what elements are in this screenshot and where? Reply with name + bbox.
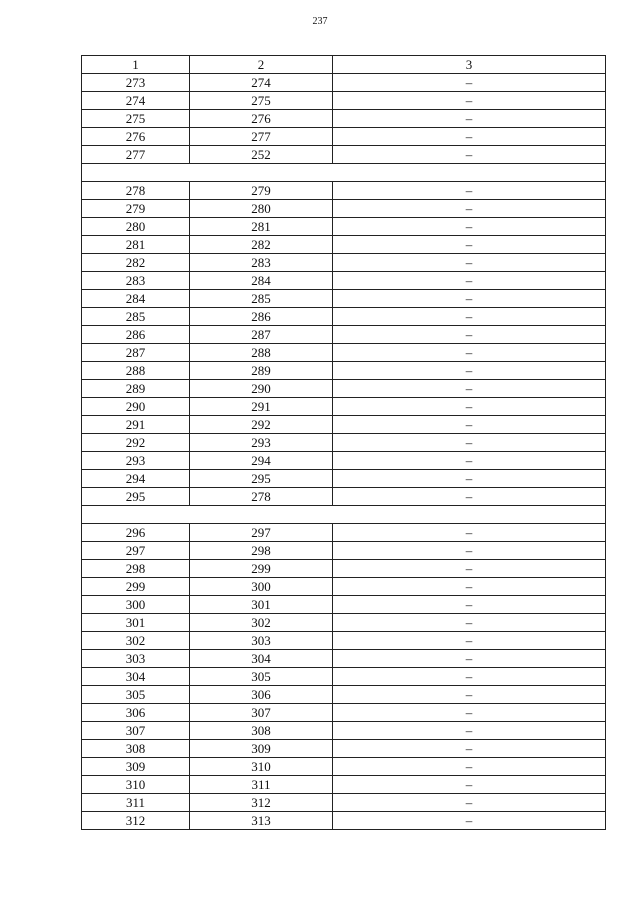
table-cell: 286	[190, 308, 333, 326]
table-cell: –	[333, 596, 606, 614]
table-cell: –	[333, 668, 606, 686]
table-row	[82, 470, 606, 488]
table-cell: 292	[82, 434, 190, 452]
table-cell: 277	[82, 146, 190, 164]
table-cell: 308	[190, 722, 333, 740]
table-row	[82, 272, 606, 290]
table-cell: –	[333, 254, 606, 272]
table-cell: –	[333, 578, 606, 596]
table-cell: –	[333, 326, 606, 344]
table-cell: 289	[190, 362, 333, 380]
table-cell: 301	[82, 614, 190, 632]
table-row	[82, 704, 606, 722]
table-row	[82, 74, 606, 92]
table-row	[82, 218, 606, 236]
table-cell: 298	[190, 542, 333, 560]
table-cell: 300	[82, 596, 190, 614]
table-row	[82, 488, 606, 506]
table-cell: 273	[82, 74, 190, 92]
table-row	[82, 560, 606, 578]
table-cell: –	[333, 92, 606, 110]
table-cell: 293	[82, 452, 190, 470]
table-separator-row	[82, 506, 606, 524]
table-cell: 299	[190, 560, 333, 578]
table-cell: 312	[82, 812, 190, 830]
table-cell: 281	[82, 236, 190, 254]
table-cell: 286	[82, 326, 190, 344]
table-row	[82, 740, 606, 758]
table-cell: 288	[82, 362, 190, 380]
table-row	[82, 110, 606, 128]
table-cell: –	[333, 398, 606, 416]
table-cell: –	[333, 290, 606, 308]
table-row	[82, 380, 606, 398]
table-row	[82, 668, 606, 686]
table-row	[82, 308, 606, 326]
table-cell: –	[333, 686, 606, 704]
table-cell: 312	[190, 794, 333, 812]
table-cell: –	[333, 362, 606, 380]
table-row	[82, 254, 606, 272]
table-cell: 274	[190, 74, 333, 92]
table-body	[82, 56, 606, 830]
table-cell: –	[333, 722, 606, 740]
table-cell: –	[333, 272, 606, 290]
table-cell: 283	[190, 254, 333, 272]
table-cell: –	[333, 488, 606, 506]
table-cell: 294	[190, 452, 333, 470]
table-cell: 302	[82, 632, 190, 650]
table-cell: 300	[190, 578, 333, 596]
table-cell: 287	[82, 344, 190, 362]
table-cell: 306	[190, 686, 333, 704]
table-cell: 280	[190, 200, 333, 218]
column-header: 3	[333, 56, 606, 74]
table-cell: –	[333, 236, 606, 254]
table-row	[82, 650, 606, 668]
table-cell: 293	[190, 434, 333, 452]
table-cell: 275	[190, 92, 333, 110]
table-cell: 278	[82, 182, 190, 200]
table-cell: 301	[190, 596, 333, 614]
table-cell: –	[333, 308, 606, 326]
table-row	[82, 794, 606, 812]
table-cell: –	[333, 542, 606, 560]
table-cell: 310	[82, 776, 190, 794]
table-cell: 278	[190, 488, 333, 506]
table-row	[82, 596, 606, 614]
table-cell: 304	[82, 668, 190, 686]
table-cell: 308	[82, 740, 190, 758]
table-row	[82, 776, 606, 794]
separator-cell	[82, 164, 606, 182]
table-cell: 275	[82, 110, 190, 128]
table-row	[82, 146, 606, 164]
table-cell: 285	[190, 290, 333, 308]
column-header: 1	[82, 56, 190, 74]
table-cell: –	[333, 434, 606, 452]
table-cell: –	[333, 146, 606, 164]
table-cell: 313	[190, 812, 333, 830]
table-cell: –	[333, 776, 606, 794]
table-cell: –	[333, 344, 606, 362]
table-cell: –	[333, 758, 606, 776]
table-cell: 284	[190, 272, 333, 290]
table-row	[82, 524, 606, 542]
page-number: 237	[312, 16, 328, 27]
table-cell: –	[333, 794, 606, 812]
table-cell: 282	[190, 236, 333, 254]
table-cell: 304	[190, 650, 333, 668]
table-cell: 303	[82, 650, 190, 668]
table-row	[82, 128, 606, 146]
table-row	[82, 416, 606, 434]
table-cell: 298	[82, 560, 190, 578]
table-cell: 276	[82, 128, 190, 146]
table-cell: 302	[190, 614, 333, 632]
table-cell: –	[333, 560, 606, 578]
table-cell: 310	[190, 758, 333, 776]
table-cell: –	[333, 740, 606, 758]
table-cell: 291	[82, 416, 190, 434]
table-row	[82, 578, 606, 596]
table-row	[82, 200, 606, 218]
table-row	[82, 542, 606, 560]
table-cell: –	[333, 650, 606, 668]
table-cell: 309	[82, 758, 190, 776]
table-cell: –	[333, 74, 606, 92]
table-row	[82, 632, 606, 650]
table-cell: –	[333, 452, 606, 470]
table-cell: 311	[190, 776, 333, 794]
table-row	[82, 452, 606, 470]
table-cell: 294	[82, 470, 190, 488]
table-cell: –	[333, 128, 606, 146]
table-cell: 292	[190, 416, 333, 434]
table-row	[82, 686, 606, 704]
table-row	[82, 236, 606, 254]
table-cell: 295	[82, 488, 190, 506]
table-header-row	[82, 56, 606, 74]
table-cell: 306	[82, 704, 190, 722]
table-cell: –	[333, 380, 606, 398]
table-row	[82, 326, 606, 344]
table-cell: 297	[190, 524, 333, 542]
table-cell: 287	[190, 326, 333, 344]
column-header: 2	[190, 56, 333, 74]
table-cell: –	[333, 470, 606, 488]
table-cell: –	[333, 704, 606, 722]
table-cell: 281	[190, 218, 333, 236]
table-cell: 305	[190, 668, 333, 686]
table-cell: –	[333, 614, 606, 632]
table-cell: 307	[190, 704, 333, 722]
table-row	[82, 398, 606, 416]
table-cell: –	[333, 812, 606, 830]
table-cell: 295	[190, 470, 333, 488]
table-cell: –	[333, 182, 606, 200]
separator-cell	[82, 506, 606, 524]
table-cell: 288	[190, 344, 333, 362]
data-table	[81, 55, 606, 830]
table-row	[82, 722, 606, 740]
table-cell: –	[333, 110, 606, 128]
table-row	[82, 614, 606, 632]
table-row	[82, 92, 606, 110]
table-row	[82, 434, 606, 452]
table-cell: 309	[190, 740, 333, 758]
table-cell: 290	[82, 398, 190, 416]
table-row	[82, 758, 606, 776]
table-separator-row	[82, 164, 606, 182]
table-row	[82, 182, 606, 200]
table-cell: –	[333, 632, 606, 650]
table-cell: 280	[82, 218, 190, 236]
table-cell: 276	[190, 110, 333, 128]
table-cell: 279	[82, 200, 190, 218]
table-cell: –	[333, 218, 606, 236]
table-row	[82, 344, 606, 362]
table-cell: –	[333, 200, 606, 218]
table-cell: 290	[190, 380, 333, 398]
table-cell: 291	[190, 398, 333, 416]
table-cell: 252	[190, 146, 333, 164]
table-row	[82, 290, 606, 308]
table-cell: 279	[190, 182, 333, 200]
table-cell: –	[333, 416, 606, 434]
table-cell: 299	[82, 578, 190, 596]
table-cell: 283	[82, 272, 190, 290]
table-cell: 289	[82, 380, 190, 398]
table-cell: 285	[82, 308, 190, 326]
table-cell: 284	[82, 290, 190, 308]
table-row	[82, 812, 606, 830]
table-cell: 277	[190, 128, 333, 146]
table-cell: 297	[82, 542, 190, 560]
table-cell: 303	[190, 632, 333, 650]
table-cell: 282	[82, 254, 190, 272]
table-cell: 307	[82, 722, 190, 740]
table-cell: 274	[82, 92, 190, 110]
table-row	[82, 362, 606, 380]
table-cell: 296	[82, 524, 190, 542]
table-cell: 311	[82, 794, 190, 812]
table-cell: 305	[82, 686, 190, 704]
table-cell: –	[333, 524, 606, 542]
